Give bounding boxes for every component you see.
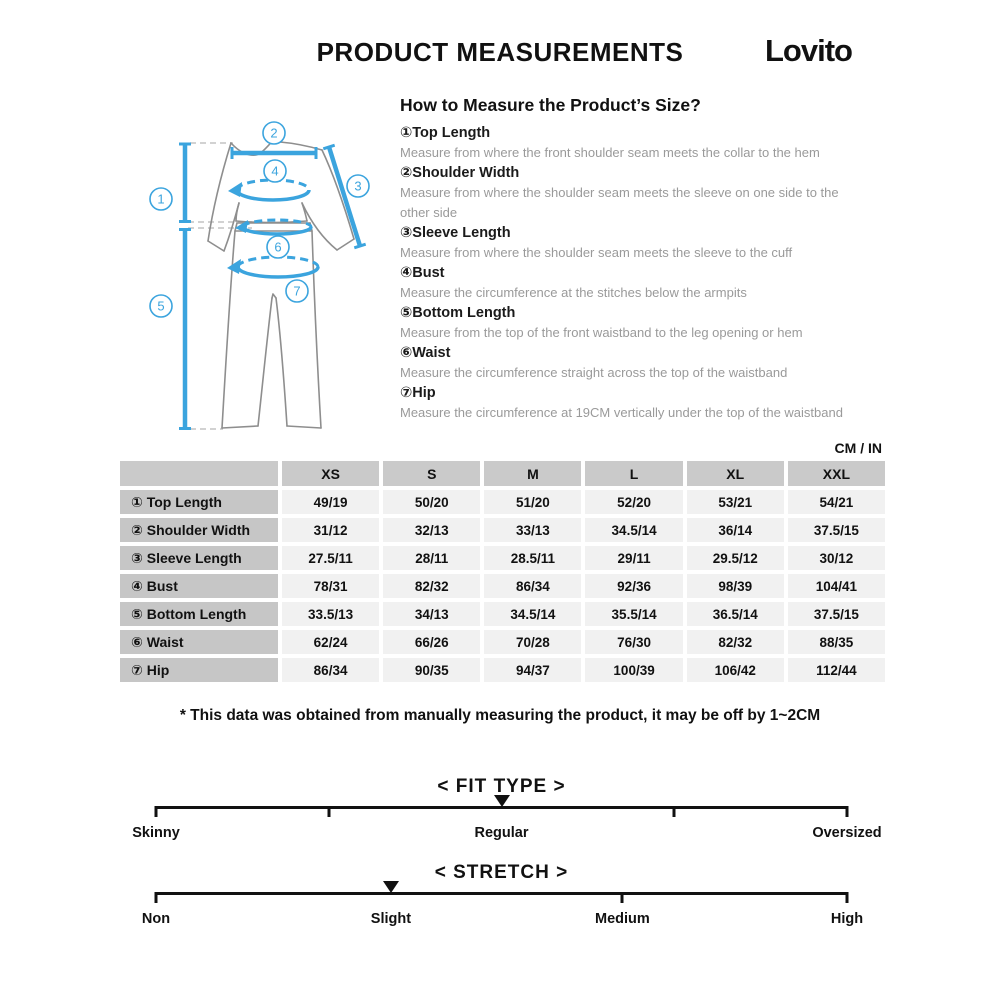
measure-shoulder-width-line: [232, 147, 316, 159]
scale-label: High: [830, 911, 864, 927]
how-to-measure-section: [400, 95, 860, 423]
table-value-cell: 100/39: [585, 658, 682, 682]
table-row-label: ⑦ Hip: [120, 658, 278, 682]
scale-label: Non: [141, 911, 171, 927]
measure-top-length-ruler: [179, 144, 191, 222]
scale-label: Medium: [595, 911, 650, 927]
stretch-scale: [141, 862, 864, 931]
table-value-cell: 104/41: [788, 574, 885, 598]
diagram-marker-1: [150, 188, 172, 210]
scale-rail: [156, 892, 847, 904]
scale-title: < STRETCH >: [434, 862, 569, 883]
brand-logo: Lovito: [765, 33, 852, 68]
fit-type-scale: [132, 776, 882, 845]
how-to-item-desc: Measure from where the front shoulder seam meets the collar to the hem: [400, 145, 820, 160]
garment-measurement-diagram: [130, 110, 400, 460]
table-value-cell: 112/44: [788, 658, 885, 682]
table-row-label: ② Shoulder Width: [120, 518, 278, 542]
how-to-item: [400, 303, 860, 343]
diagram-marker-4: [264, 160, 286, 182]
how-to-item-label: ⑤Bottom Length: [400, 305, 516, 321]
table-value-cell: 29.5/12: [687, 546, 784, 570]
table-value-cell: 37.5/15: [788, 518, 885, 542]
scale-tick: [155, 892, 158, 903]
scale-label: Regular: [474, 825, 529, 841]
table-value-cell: 98/39: [687, 574, 784, 598]
scale-labels: [132, 825, 882, 845]
scale-tick: [621, 892, 624, 903]
scale-tick: [155, 806, 158, 817]
table-size-header: L: [585, 461, 682, 486]
how-to-item: [400, 163, 860, 223]
how-to-item: [400, 223, 860, 263]
table-value-cell: 52/20: [585, 490, 682, 514]
scale-label: Skinny: [132, 825, 180, 841]
diagram-marker-3: [347, 175, 369, 197]
table-row-label: ③ Sleeve Length: [120, 546, 278, 570]
svg-text:6: 6: [274, 239, 282, 255]
table-value-cell: 34.5/14: [484, 602, 581, 626]
table-value-cell: 36/14: [687, 518, 784, 542]
diagram-marker-6: [267, 236, 289, 258]
how-to-item-label: ⑦Hip: [400, 385, 436, 401]
table-corner-cell: [120, 461, 278, 486]
page-title: PRODUCT MEASUREMENTS: [316, 37, 684, 67]
measure-bottom-length-ruler: [179, 230, 191, 429]
measure-hip-ellipse: [227, 257, 318, 277]
table-value-cell: 86/34: [484, 574, 581, 598]
how-to-item-desc: Measure the circumference straight across the top of the waistband: [400, 365, 788, 380]
table-value-cell: 76/30: [585, 630, 682, 654]
svg-text:3: 3: [354, 178, 362, 194]
how-to-item-desc: Measure from where the shoulder seam meets the sleeve on one side to the other side: [400, 185, 839, 220]
table-size-header: XL: [687, 461, 784, 486]
scale-line: [156, 892, 847, 895]
table-size-header: S: [383, 461, 480, 486]
table-value-cell: 29/11: [585, 546, 682, 570]
table-value-cell: 28.5/11: [484, 546, 581, 570]
table-value-cell: 66/26: [383, 630, 480, 654]
svg-text:5: 5: [157, 298, 165, 314]
table-value-cell: 33/13: [484, 518, 581, 542]
how-to-item-desc: Measure from the top of the front waistband to the leg opening or hem: [400, 325, 803, 340]
table-value-cell: 78/31: [282, 574, 379, 598]
table-value-cell: 30/12: [788, 546, 885, 570]
size-table: [120, 461, 885, 682]
how-to-item: [400, 343, 860, 383]
table-value-cell: 35.5/14: [585, 602, 682, 626]
table-value-cell: 92/36: [585, 574, 682, 598]
how-to-item-label: ③Sleeve Length: [400, 225, 511, 241]
table-value-cell: 37.5/15: [788, 602, 885, 626]
how-to-item: [400, 263, 860, 303]
table-value-cell: 31/12: [282, 518, 379, 542]
table-value-cell: 62/24: [282, 630, 379, 654]
table-value-cell: 88/35: [788, 630, 885, 654]
table-size-header: M: [484, 461, 581, 486]
garment-outline: [208, 141, 354, 428]
how-to-item-label: ⑥Waist: [400, 345, 451, 361]
table-row-label: ⑥ Waist: [120, 630, 278, 654]
how-to-item-label: ②Shoulder Width: [400, 165, 520, 181]
table-value-cell: 51/20: [484, 490, 581, 514]
svg-text:2: 2: [270, 125, 278, 141]
scale-label: Slight: [370, 911, 412, 927]
how-to-item-label: ①Top Length: [400, 125, 491, 141]
measure-bust-ellipse: [228, 180, 309, 200]
svg-text:1: 1: [157, 191, 165, 207]
table-value-cell: 27.5/11: [282, 546, 379, 570]
table-value-cell: 49/19: [282, 490, 379, 514]
table-value-cell: 33.5/13: [282, 602, 379, 626]
diagram-marker-5: [150, 295, 172, 317]
table-value-cell: 90/35: [383, 658, 480, 682]
svg-text:7: 7: [293, 283, 301, 299]
table-value-cell: 82/32: [383, 574, 480, 598]
how-to-item-label: ④Bust: [400, 265, 445, 281]
scale-tick: [327, 806, 330, 817]
table-value-cell: 36.5/14: [687, 602, 784, 626]
unit-label: CM / IN: [834, 440, 882, 456]
diagram-marker-7: [286, 280, 308, 302]
how-to-item: [400, 123, 860, 163]
table-value-cell: 94/37: [484, 658, 581, 682]
table-size-header: XS: [282, 461, 379, 486]
scale-tick: [846, 806, 849, 817]
scale-title: < FIT TYPE >: [437, 776, 566, 797]
table-value-cell: 34/13: [383, 602, 480, 626]
table-value-cell: 82/32: [687, 630, 784, 654]
table-row-label: ⑤ Bottom Length: [120, 602, 278, 626]
scale-tick: [673, 806, 676, 817]
table-value-cell: 70/28: [484, 630, 581, 654]
table-value-cell: 34.5/14: [585, 518, 682, 542]
scale-label: Oversized: [812, 825, 882, 841]
table-value-cell: 53/21: [687, 490, 784, 514]
measurement-note: * This data was obtained from manually measuring the product, it may be off by 1~2CM: [179, 707, 821, 724]
table-value-cell: 106/42: [687, 658, 784, 682]
table-value-cell: 86/34: [282, 658, 379, 682]
how-to-item-desc: Measure from where the shoulder seam meets the sleeve to the cuff: [400, 245, 793, 260]
how-to-item-desc: Measure the circumference at the stitches below the armpits: [400, 285, 747, 300]
diagram-marker-2: [263, 122, 285, 144]
how-to-list: [400, 123, 860, 423]
scale-tick: [846, 892, 849, 903]
scale-marker-triangle: [383, 881, 399, 893]
table-row-label: ① Top Length: [120, 490, 278, 514]
how-to-item: [400, 383, 860, 423]
table-value-cell: 32/13: [383, 518, 480, 542]
table-size-header: XXL: [788, 461, 885, 486]
how-to-item-desc: Measure the circumference at 19CM vertically under the top of the waistband: [400, 405, 843, 420]
scale-rail: [156, 806, 847, 818]
scale-marker-triangle: [494, 795, 510, 807]
table-value-cell: 28/11: [383, 546, 480, 570]
svg-text:4: 4: [271, 163, 279, 179]
table-value-cell: 54/21: [788, 490, 885, 514]
how-to-measure-title: How to Measure the Product’s Size?: [400, 95, 701, 115]
table-row-label: ④ Bust: [120, 574, 278, 598]
table-value-cell: 50/20: [383, 490, 480, 514]
scale-labels: [141, 911, 864, 931]
